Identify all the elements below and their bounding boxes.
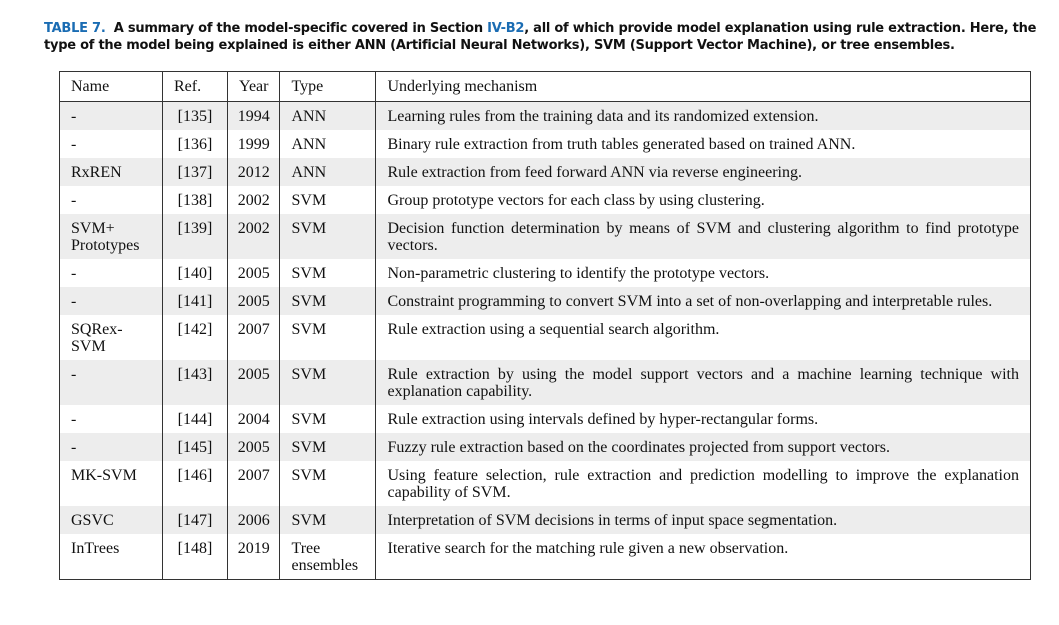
cell-ref[interactable]: [145] bbox=[163, 433, 228, 461]
cell-ref[interactable]: [146] bbox=[163, 461, 228, 506]
header-name: Name bbox=[60, 72, 163, 102]
cell-type: SVM bbox=[280, 433, 376, 461]
cell-name: - bbox=[60, 102, 163, 131]
header-ref: Ref. bbox=[163, 72, 228, 102]
cell-type: ANN bbox=[280, 158, 376, 186]
cell-type: SVM bbox=[280, 315, 376, 360]
cell-mechanism: Learning rules from the training data and its randomized extension. bbox=[376, 102, 1031, 131]
table-header bbox=[60, 72, 1031, 102]
cell-type: SVM bbox=[280, 360, 376, 405]
cell-type: SVM bbox=[280, 259, 376, 287]
cell-ref[interactable]: [135] bbox=[163, 102, 228, 131]
cell-year: 2005 bbox=[228, 287, 280, 315]
cell-mechanism: Group prototype vectors for each class by using clustering. bbox=[376, 186, 1031, 214]
summary-table bbox=[59, 71, 1031, 580]
cell-name: - bbox=[60, 130, 163, 158]
table-row bbox=[60, 461, 1031, 506]
cell-ref[interactable]: [137] bbox=[163, 158, 228, 186]
cell-name: - bbox=[60, 186, 163, 214]
cell-year: 2019 bbox=[228, 534, 280, 580]
cell-type: SVM bbox=[280, 287, 376, 315]
cell-mechanism: Fuzzy rule extraction based on the coordinates projected from support vectors. bbox=[376, 433, 1031, 461]
cell-mechanism: Binary rule extraction from truth tables generated based on trained ANN. bbox=[376, 130, 1031, 158]
cell-year: 2002 bbox=[228, 186, 280, 214]
cell-ref[interactable]: [148] bbox=[163, 534, 228, 580]
cell-year: 2012 bbox=[228, 158, 280, 186]
cell-type: SVM bbox=[280, 186, 376, 214]
cell-mechanism: Rule extraction using intervals defined by hyper-rectangular forms. bbox=[376, 405, 1031, 433]
cell-mechanism: Decision function determination by means of SVM and clustering algorithm to find prototype vectors. bbox=[376, 214, 1031, 259]
cell-ref[interactable]: [140] bbox=[163, 259, 228, 287]
cell-name: MK-SVM bbox=[60, 461, 163, 506]
cell-name: - bbox=[60, 360, 163, 405]
cell-mechanism: Iterative search for the matching rule given a new observation. bbox=[376, 534, 1031, 580]
cell-type: ANN bbox=[280, 130, 376, 158]
cell-ref[interactable]: [147] bbox=[163, 506, 228, 534]
cell-year: 1994 bbox=[228, 102, 280, 131]
cell-ref[interactable]: [143] bbox=[163, 360, 228, 405]
cell-ref[interactable]: [138] bbox=[163, 186, 228, 214]
cell-type: SVM bbox=[280, 461, 376, 506]
cell-name: SQRex-SVM bbox=[60, 315, 163, 360]
table-row bbox=[60, 405, 1031, 433]
cell-type: SVM bbox=[280, 405, 376, 433]
table-row bbox=[60, 287, 1031, 315]
cell-year: 2007 bbox=[228, 315, 280, 360]
cell-name: SVM+ Prototypes bbox=[60, 214, 163, 259]
cell-year: 2005 bbox=[228, 433, 280, 461]
cell-name: GSVC bbox=[60, 506, 163, 534]
section-link[interactable]: IV-B2 bbox=[487, 21, 525, 36]
header-row bbox=[60, 72, 1031, 102]
cell-ref[interactable]: [136] bbox=[163, 130, 228, 158]
cell-mechanism: Non-parametric clustering to identify the prototype vectors. bbox=[376, 259, 1031, 287]
caption-text-before: A summary of the model-specific covered in Section bbox=[113, 21, 488, 36]
cell-year: 2004 bbox=[228, 405, 280, 433]
cell-ref[interactable]: [139] bbox=[163, 214, 228, 259]
table-row bbox=[60, 534, 1031, 580]
table-row bbox=[60, 130, 1031, 158]
table-body bbox=[60, 102, 1031, 580]
table-row bbox=[60, 102, 1031, 131]
table-row bbox=[60, 158, 1031, 186]
cell-name: - bbox=[60, 405, 163, 433]
cell-year: 1999 bbox=[228, 130, 280, 158]
cell-type: Tree ensembles bbox=[280, 534, 376, 580]
cell-year: 2006 bbox=[228, 506, 280, 534]
table-label: TABLE 7. bbox=[44, 21, 106, 36]
cell-ref[interactable]: [141] bbox=[163, 287, 228, 315]
cell-name: RxREN bbox=[60, 158, 163, 186]
cell-mechanism: Interpretation of SVM decisions in terms of input space segmentation. bbox=[376, 506, 1031, 534]
cell-name: - bbox=[60, 259, 163, 287]
cell-year: 2005 bbox=[228, 360, 280, 405]
cell-name: InTrees bbox=[60, 534, 163, 580]
table-row bbox=[60, 315, 1031, 360]
cell-ref[interactable]: [144] bbox=[163, 405, 228, 433]
cell-name: - bbox=[60, 433, 163, 461]
cell-mechanism: Rule extraction using a sequential search algorithm. bbox=[376, 315, 1031, 360]
table-row bbox=[60, 186, 1031, 214]
cell-year: 2005 bbox=[228, 259, 280, 287]
table-row bbox=[60, 259, 1031, 287]
table-row bbox=[60, 506, 1031, 534]
table-row bbox=[60, 360, 1031, 405]
cell-type: SVM bbox=[280, 506, 376, 534]
cell-mechanism: Constraint programming to convert SVM into a set of non-overlapping and interpretable rules. bbox=[376, 287, 1031, 315]
cell-year: 2002 bbox=[228, 214, 280, 259]
header-type: Type bbox=[280, 72, 376, 102]
cell-year: 2007 bbox=[228, 461, 280, 506]
cell-mechanism: Rule extraction from feed forward ANN via reverse engineering. bbox=[376, 158, 1031, 186]
table-row bbox=[60, 433, 1031, 461]
cell-name: - bbox=[60, 287, 163, 315]
cell-type: SVM bbox=[280, 214, 376, 259]
cell-ref[interactable]: [142] bbox=[163, 315, 228, 360]
cell-type: ANN bbox=[280, 102, 376, 131]
header-mechanism: Underlying mechanism bbox=[376, 72, 1031, 102]
table-row bbox=[60, 214, 1031, 259]
caption-text-after: , all of which provide model explanation using rule extraction. Here, the type of the model being explained is either ANN (Artificial Neural Networks), SVM (Support Vector Machine), or tree ensembles. bbox=[44, 21, 1037, 53]
cell-mechanism: Using feature selection, rule extraction and prediction modelling to improve the explanation capability of SVM. bbox=[376, 461, 1031, 506]
table-caption bbox=[44, 20, 1044, 54]
header-year: Year bbox=[228, 72, 280, 102]
cell-mechanism: Rule extraction by using the model support vectors and a machine learning technique with explanation capability. bbox=[376, 360, 1031, 405]
